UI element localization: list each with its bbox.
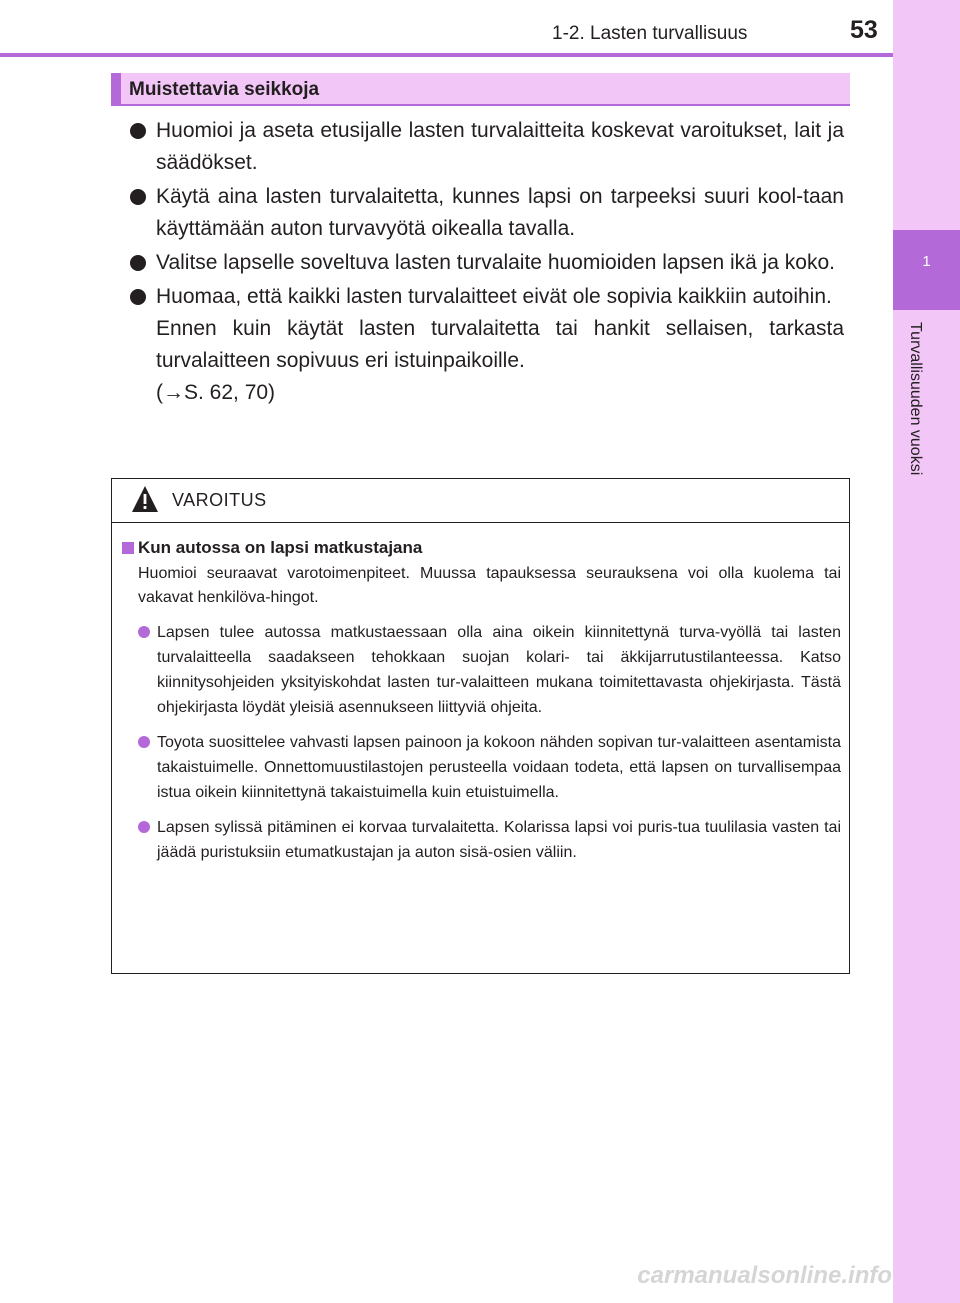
memo-heading: Muistettavia seikkoja	[129, 79, 320, 100]
watermark: carmanualsonline.info	[637, 1262, 892, 1289]
warning-subheading: Kun autossa on lapsi matkustajana	[122, 536, 841, 560]
warning-intro: Huomioi seuraavat varotoimenpiteet. Muussa tapauksessa seurauksena voi olla kuolema tai vakavat henkilöva-hingot.	[138, 565, 841, 606]
bullet-icon	[130, 189, 146, 205]
square-bullet-icon	[122, 542, 134, 554]
bullet-icon	[130, 255, 146, 271]
warning-box	[111, 478, 850, 974]
memo-bullets	[128, 115, 844, 411]
list-item: Valitse lapselle soveltuva lasten turvalaite huomioiden lapsen ikä ja koko.	[128, 247, 844, 279]
warning-title: VAROITUS	[172, 490, 267, 510]
list-item: Huomioi ja aseta etusijalle lasten turvalaitteita koskevat varoitukset, lait ja säädökset.	[128, 115, 844, 179]
header-divider	[0, 53, 893, 57]
warning-body	[122, 536, 841, 865]
list-item: Lapsen tulee autossa matkustaessaan olla aina oikein kiinnitettynä turva-vyöllä tai lasten turvalaitteella saadakseen tehokkaan suojan kolari- tai äkkijarrutustilanteessa. Katso kiinnitysohjeiden yksityiskohdat lasten tur-valaitteen mukana toimitettavasta ohjekirjasta. Tästä ohjekirjasta löydät yleisiä asennukseen liittyviä ohjeita.	[138, 620, 841, 720]
bullet-icon	[138, 736, 150, 748]
page-reference[interactable]: (→S. 62, 70)	[156, 381, 276, 404]
chapter-tab[interactable]: 1	[893, 230, 960, 310]
side-strip	[893, 0, 960, 1303]
list-item: Käytä aina lasten turvalaitetta, kunnes lapsi on tarpeeksi suuri kool-taan käyttämään auton turvavyötä oikealla tavalla.	[128, 181, 844, 245]
warning-triangle-icon	[130, 484, 160, 514]
bullet-icon	[138, 821, 150, 833]
section-title: 1-2. Lasten turvallisuus	[552, 23, 748, 44]
bullet-icon	[138, 626, 150, 638]
list-item: Toyota suosittelee vahvasti lapsen painoon ja kokoon nähden sopivan tur-valaitteen asentamista takaistuimelle. Onnettomuustilastojen perusteella voidaan todeta, että lapsen on turvallisempaa istua oikein kiinnitettynä takaistuimella kuin etuistuimella.	[138, 730, 841, 805]
list-item: Lapsen sylissä pitäminen ei korvaa turvalaitetta. Kolarissa lapsi voi puris-tua tuulilasia vasten tai jäädä puristuksiin etumatkustajan ja auton sisä-osien väliin.	[138, 815, 841, 865]
bullet-icon	[130, 123, 146, 139]
chapter-label: Turvallisuuden vuoksi	[907, 322, 924, 476]
bullet-icon	[130, 289, 146, 305]
memo-heading-box	[111, 73, 850, 106]
page-number: 53	[850, 16, 878, 44]
list-item: Huomaa, että kaikki lasten turvalaitteet eivät ole sopivia kaikkiin autoihin. Ennen kuin käytät lasten turvalaitetta tai hankit sellaisen, tarkasta turvalaitteen sopivuus eri istuinpaikoille. (→S. 62, 70)	[128, 281, 844, 409]
warning-header	[112, 479, 849, 523]
